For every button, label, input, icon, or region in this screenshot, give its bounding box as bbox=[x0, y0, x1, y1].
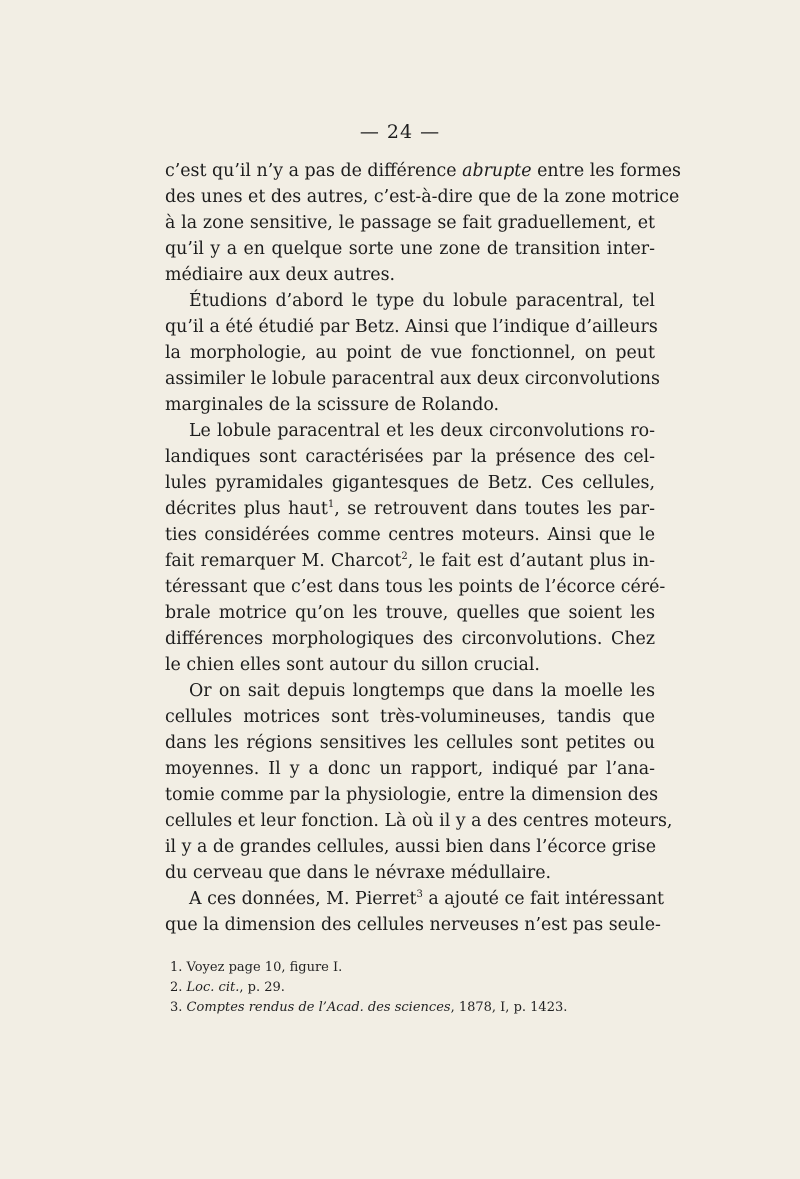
text-line: assimiler le lobule paracentral aux deux circonvolutions bbox=[165, 369, 660, 389]
paragraph-start: A ces données, M. Pierret$^3$ a ajouté ce fait intéressant bbox=[189, 889, 665, 909]
text-line: différences morphologiques des circonvolutions. Chez bbox=[165, 629, 655, 649]
text-line: le chien elles sont autour du sillon crucial. bbox=[165, 655, 540, 675]
footnote-ref: 1 bbox=[327, 499, 335, 511]
text-line: il y a de grandes cellules, aussi bien dans l’écorce grise bbox=[165, 837, 656, 857]
text-line: du cerveau que dans le névraxe médullaire. bbox=[165, 863, 552, 883]
paragraph-start: Étudions d’abord le type du lobule paracentral, tel bbox=[189, 291, 655, 311]
text-line: dans les régions sensitives les cellules sont petites ou bbox=[165, 733, 655, 753]
text-line: lules pyramidales gigantesques de Betz. Ces cellules, bbox=[165, 473, 655, 493]
paragraph-start: Le lobule paracentral et les deux circonvolutions ro- bbox=[189, 421, 655, 441]
text-line: décrites plus haut$^1$, se retrouvent dans toutes les par- bbox=[165, 499, 655, 519]
text-line: des unes et des autres, c’est-à-dire que de la zone motrice bbox=[165, 187, 680, 207]
italic-word: abrupte bbox=[462, 161, 532, 181]
text-line: marginales de la scissure de Rolando. bbox=[165, 395, 500, 415]
text-line: cellules motrices sont très-volumineuses, tandis que bbox=[165, 707, 655, 727]
text-line: tomie comme par la physiologie, entre la dimension des bbox=[165, 785, 659, 805]
text-line: brale motrice qu’on les trouve, quelles que soient les bbox=[165, 603, 655, 623]
text-line: la morphologie, au point de vue fonctionnel, on peut bbox=[165, 343, 655, 363]
text-line: qu’il a été étudié par Betz. Ainsi que l’indique d’ailleurs bbox=[165, 317, 658, 337]
text-line: landiques sont caractérisées par la présence des cel- bbox=[165, 447, 655, 467]
text-line: qu’il y a en quelque sorte une zone de transition inter- bbox=[165, 239, 655, 259]
text-line: moyennes. Il y a donc un rapport, indiqué par l’ana- bbox=[165, 759, 655, 779]
text-line: ties considérées comme centres moteurs. Ainsi que le bbox=[165, 525, 655, 545]
footnote-1: 1. Voyez page 10, figure I. bbox=[170, 960, 343, 975]
text-line: c’est qu’il n’y a pas de différence abrupte entre les formes bbox=[165, 161, 681, 181]
footnote-ref: 3 bbox=[416, 889, 423, 901]
text-line: que la dimension des cellules nerveuses n’est pas seule- bbox=[165, 915, 661, 935]
text-line: cellules et leur fonction. Là où il y a des centres moteurs, bbox=[165, 811, 673, 831]
footnote-ref: 2 bbox=[401, 551, 408, 563]
paragraph-start: Or on sait depuis longtemps que dans la moelle les bbox=[189, 681, 655, 701]
page-number: — 24 — bbox=[359, 121, 441, 143]
footnote-3: 3. Comptes rendus de l’Acad. des sciences, 1878, I, p. 1423. bbox=[170, 1000, 568, 1015]
text-line: téressant que c’est dans tous les points de l’écorce céré- bbox=[165, 577, 666, 597]
text-line: fait remarquer M. Charcot$^2$, le fait est d’autant plus in- bbox=[165, 551, 655, 571]
text-line: médiaire aux deux autres. bbox=[165, 265, 396, 285]
text-line: à la zone sensitive, le passage se fait graduellement, et bbox=[165, 213, 655, 233]
footnote-2: 2. Loc. cit., p. 29. bbox=[170, 980, 285, 995]
